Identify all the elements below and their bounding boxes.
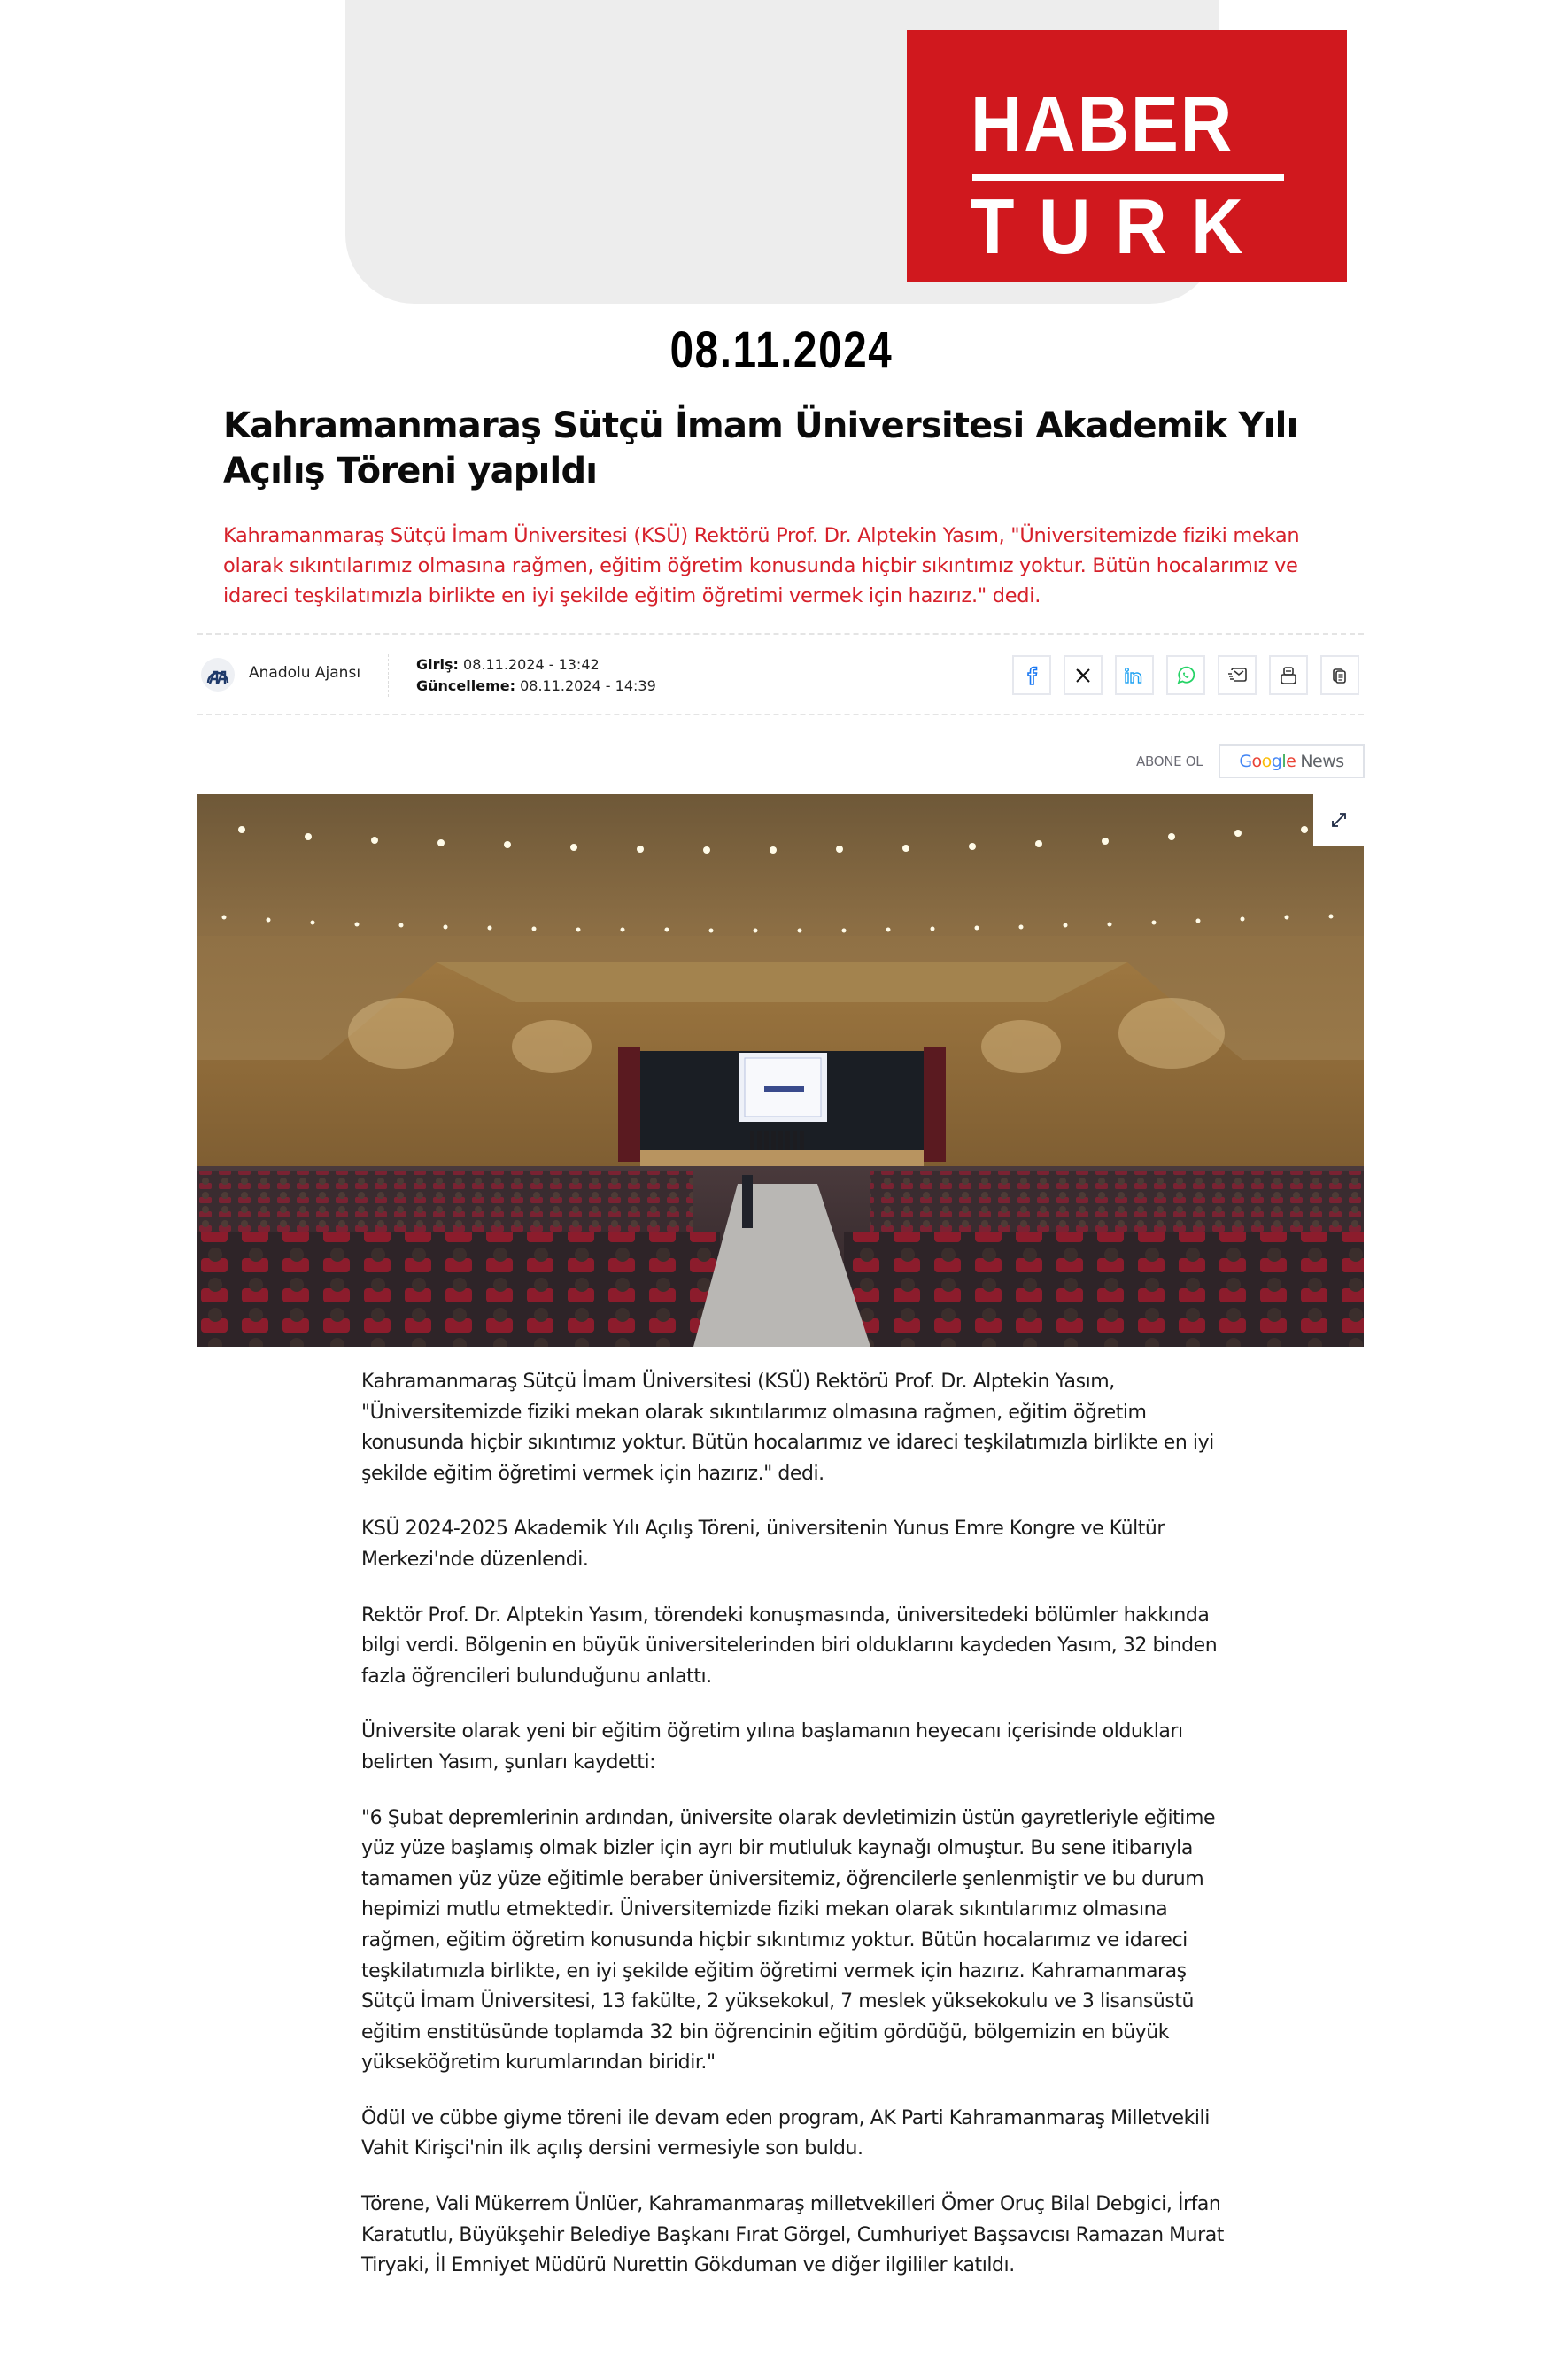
logo-line-1: HABER — [971, 80, 1234, 167]
share-whatsapp-button[interactable] — [1166, 655, 1205, 695]
print-icon — [1279, 666, 1298, 685]
google-letter-g: G — [1239, 751, 1252, 771]
updated-label: Güncelleme: — [416, 677, 515, 694]
logo-line-2: TURK — [971, 182, 1268, 270]
published-value: 08.11.2024 - 13:42 — [463, 656, 600, 673]
body-paragraph: Kahramanmaraş Sütçü İmam Üniversitesi (KSÜ) Rektörü Prof. Dr. Alptekin Yasım, "Üniversitemizde fiziki mekan olarak sıkıntılarımız olmasına rağmen, eğitim öğretim konusunda hiçbir sıkıntımız yoktur. Bütün hocalarımız ve idareci teşkilatımızla birlikte en iyi şekilde eğitim öğretimi vermek için hazırız." dedi. — [361, 1371, 1214, 1485]
whatsapp-icon — [1176, 666, 1195, 685]
google-letter-g2: g — [1271, 751, 1282, 771]
google-news-button[interactable] — [1219, 744, 1365, 778]
google-letter-l: l — [1281, 751, 1287, 771]
haberturk-logo[interactable] — [907, 30, 1347, 282]
expand-icon — [1329, 810, 1349, 830]
copy-icon — [1331, 667, 1349, 684]
google-letter-o2: o — [1261, 751, 1272, 771]
auditorium-photo — [197, 794, 1364, 1347]
meta-divider — [388, 654, 389, 697]
share-print-button[interactable] — [1269, 655, 1308, 695]
email-icon — [1226, 667, 1248, 684]
fullscreen-button[interactable] — [1313, 794, 1364, 846]
article-image[interactable] — [197, 794, 1364, 1347]
x-icon — [1075, 668, 1091, 684]
share-facebook-button[interactable] — [1012, 655, 1051, 695]
site-header — [345, 0, 1268, 304]
google-letter-e: e — [1286, 751, 1296, 771]
share-linkedin-button[interactable] — [1115, 655, 1154, 695]
linkedin-icon — [1124, 668, 1145, 684]
body-paragraph: KSÜ 2024-2025 Akademik Yılı Açılış Töreni, üniversitenin Yunus Emre Kongre ve Kültür Merkezi'nde düzenlendi. — [361, 1518, 1165, 1571]
article-dates — [416, 654, 656, 697]
article-title: Kahramanmaraş Sütçü İmam Üniversitesi Akademik Yılı Açılış Töreni yapıldı — [223, 406, 1298, 491]
google-letter-o1: o — [1251, 751, 1262, 771]
article-body — [361, 1367, 1225, 2307]
share-copy-button[interactable] — [1320, 655, 1359, 695]
page-date: 08.11.2024 — [669, 321, 894, 379]
body-paragraph: Ödül ve cübbe giyme töreni ile devam eden program, AK Parti Kahramanmaraş Milletvekili Vahit Kirişci'nin ilk açılış dersini vermesiyle son buldu. — [361, 2106, 1210, 2160]
body-paragraph: Rektör Prof. Dr. Alptekin Yasım, törendeki konuşmasında, üniversitedeki bölümler hakkında bilgi verdi. Bölgenin en büyük üniversitelerinden biri olduklarını kaydeden Yasım, 32 binden fazla öğrencileri bulunduğunu anlattı. — [361, 1603, 1218, 1688]
article-meta — [197, 633, 1364, 715]
body-paragraph: Törene, Vali Mükerrem Ünlüer, Kahramanmaraş milletvekilleri Ömer Oruç Bilal Debgici, İrfan Karatutlu, Büyükşehir Belediye Başkanı Fırat Görgel, Cumhuriyet Başsavcısı Ramazan Murat Tiryaki, İl Emniyet Müdürü Nurettin Gökduman ve diğer ilgililer katıldı. — [361, 2193, 1224, 2277]
body-paragraph: Üniversite olarak yeni bir eğitim öğretim yılına başlamanın heyecanı içerisinde oldukları belirten Yasım, şunları kaydetti: — [361, 1720, 1183, 1773]
aa-logo-icon — [201, 658, 235, 692]
subscribe-label: ABONE OL — [1136, 753, 1203, 769]
source-name[interactable]: Anadolu Ajansı — [249, 664, 361, 682]
google-news-label: News — [1300, 751, 1344, 771]
share-x-button[interactable] — [1064, 655, 1103, 695]
share-email-button[interactable] — [1218, 655, 1257, 695]
body-paragraph-quote: "6 Şubat depremlerinin ardından, üniversite olarak devletimizin üstün gayretleriyle eğitime yüz yüze başlamış olmak bizler için ayrı bir mutluluk kaynağı olmuştur. Bu sene itibarıyla tamamen yüz yüze eğitimle beraber üniversitemiz, öğrencilerle şenlenmiştir ve bu durum hepimizi mutlu etmektedir. Üniversitemizde fiziki mekan olarak sıkıntılarımız olmasına rağmen, eğitim öğretim konusunda hiçbir sıkıntımız yoktur. Bütün hocalarımız ve idareci teşkilatımızla birlikte, en iyi şekilde eğitim öğretimi vermek için hazırız. Kahramanmaraş Sütçü İmam Üniversitesi, 13 fakülte, 2 yüksekokul, 7 meslek yüksekokulu ve 3 lisansüstü eğitim enstitüsünde toplamda 32 bin öğrencinin eğitim gördüğü, bölgemizin en büyük yükseköğretim kurumlarından biridir." — [361, 1806, 1216, 2075]
logo-divider — [972, 174, 1284, 181]
article-summary: Kahramanmaraş Sütçü İmam Üniversitesi (KSÜ) Rektörü Prof. Dr. Alptekin Yasım, "Üniversitemizde fiziki mekan olarak sıkıntılarımız olmasına rağmen, eğitim öğretim konusunda hiçbir sıkıntımız yoktur. Bütün hocalarımız ve idareci teşkilatımızla birlikte en iyi şekilde eğitim öğretimi vermek için hazırız." dedi. — [223, 524, 1300, 607]
published-label: Giriş: — [416, 656, 459, 673]
updated-value: 08.11.2024 - 14:39 — [520, 677, 656, 694]
facebook-icon — [1023, 666, 1041, 685]
share-buttons — [1012, 655, 1359, 695]
